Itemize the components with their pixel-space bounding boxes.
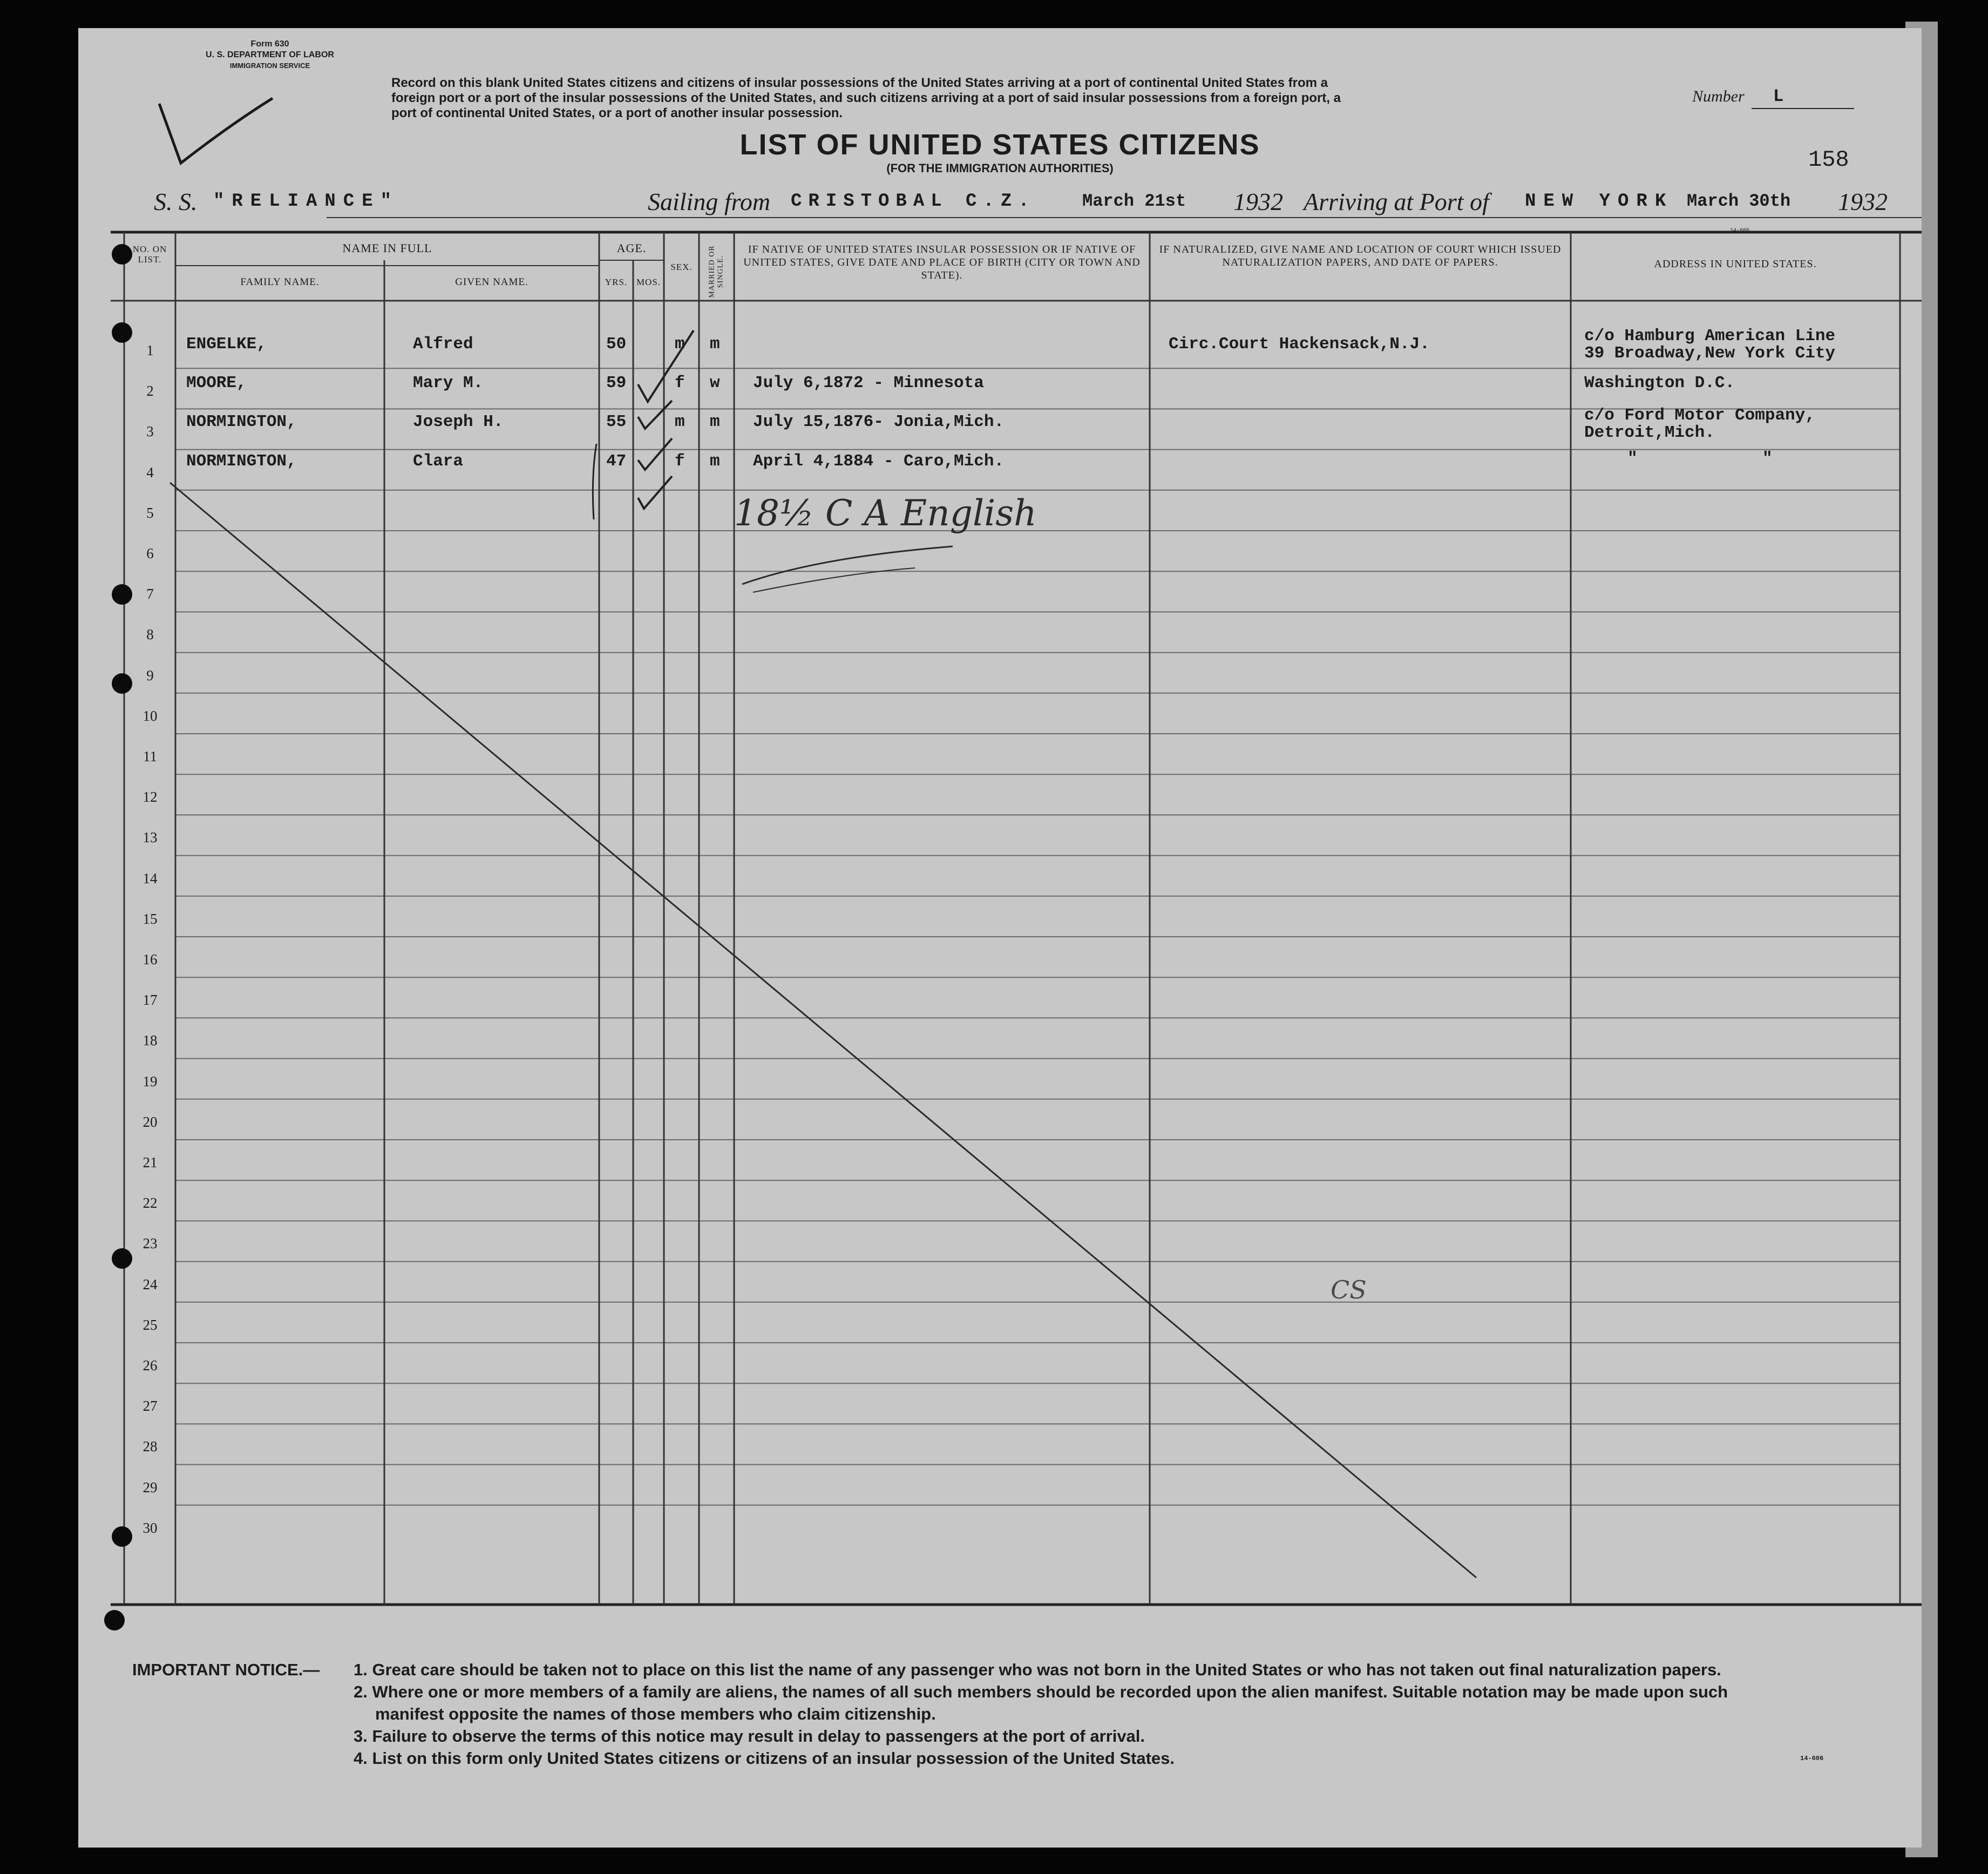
address-line-1: c/o Hamburg American Line (1584, 327, 1836, 346)
instruction-line-3: port of continental United States, or a port of another insular possession. (391, 106, 843, 120)
row-number: 7 (146, 586, 154, 603)
stamp-mark: CS (1331, 1275, 1367, 1304)
notice-item-2-cont: manifest opposite the names of those members who claim citizenship. (375, 1704, 936, 1723)
binder-hole (112, 584, 132, 605)
col-header-yrs: YRS. (605, 277, 628, 287)
instruction-line-2: foreign port or a port of the insular possessions of the United States, and such citizens arriving at a port of said insular possessions from a foreign port, a (391, 91, 1341, 105)
marital-status: w (710, 374, 720, 393)
row-number: 1 (146, 342, 154, 358)
ss-label: S. S. (154, 188, 198, 215)
row-number: 2 (146, 383, 154, 400)
row-number: 10 (143, 707, 158, 724)
address-line-1: Washington D.C. (1584, 374, 1735, 393)
row-number: 5 (146, 504, 154, 521)
col-header-address: ADDRESS IN UNITED STATES. (1654, 258, 1817, 270)
ship-name: "RELIANCE" (213, 191, 399, 212)
row-number: 26 (143, 1357, 158, 1374)
arrival-date: March 30th (1687, 191, 1791, 211)
ditto-mark-1: " (1627, 449, 1638, 468)
given-name: Alfred (413, 335, 473, 354)
arriving-label: Arriving at Port of (1304, 188, 1489, 215)
binder-hole (112, 322, 132, 343)
handwritten-underline (737, 536, 964, 600)
handwritten-note: 18½ C A English (734, 492, 1037, 534)
age-years: 50 (606, 335, 627, 354)
naturalization-court: Circ.Court Hackensack,N.J. (1169, 335, 1430, 354)
marital-status: m (710, 452, 720, 471)
notice-label: IMPORTANT NOTICE.— (132, 1660, 320, 1679)
row-number: 14 (143, 870, 158, 887)
sex: m (675, 412, 685, 431)
age-years: 59 (606, 374, 627, 393)
sex: f (675, 374, 685, 393)
col-header-given: GIVEN NAME. (455, 276, 528, 288)
row-number: 3 (146, 423, 154, 440)
sex: f (675, 452, 685, 471)
port-to: NEW YORK (1525, 191, 1674, 212)
manifest-sheet (78, 28, 1922, 1848)
col-header-mos: MOS. (636, 277, 661, 287)
notice-code: 14-606 (1800, 1755, 1824, 1762)
row-number: 19 (143, 1073, 158, 1090)
port-from: CRISTOBAL C.Z. (791, 191, 1036, 212)
row-number: 4 (146, 464, 154, 481)
col-header-married-text: MARRIED OR SINGLE. (708, 245, 725, 298)
birth-date-place: July 6,1872 - Minnesota (753, 374, 984, 393)
sex: m (675, 335, 685, 354)
arrival-year: 1932 (1838, 188, 1888, 215)
page-number: 158 (1808, 147, 1849, 173)
row-number: 12 (143, 789, 158, 806)
col-header-age: AGE. (616, 241, 647, 255)
row-number: 20 (143, 1113, 158, 1130)
binder-hole (112, 1248, 132, 1269)
form-number: Form 630 (250, 39, 289, 49)
row-number: 22 (143, 1195, 158, 1212)
row-number: 13 (143, 829, 158, 846)
number-value: L (1773, 86, 1784, 106)
given-name: Joseph H. (413, 412, 504, 431)
row-number: 24 (143, 1276, 158, 1293)
row-number: 15 (143, 910, 158, 927)
page-title: LIST OF UNITED STATES CITIZENS (739, 128, 1260, 161)
family-name: NORMINGTON, (186, 452, 297, 471)
row-number: 29 (143, 1479, 158, 1496)
age-years: 55 (606, 412, 627, 431)
row-number: 8 (146, 626, 154, 643)
print-code: 14-606 (1730, 228, 1750, 234)
row-number: 18 (143, 1032, 158, 1049)
col-header-birth: IF NATIVE OF UNITED STATES INSULAR POSSESSION OR IF NATIVE OF UNITED STATES, GIVE DATE AND PLACE OF BIRTH (CITY OR TOWN AND STATE). (743, 243, 1141, 281)
notice-item-4: 4. List on this form only United States citizens or citizens of an insular possession of the United States. (354, 1749, 1175, 1768)
row-number: 27 (143, 1398, 158, 1415)
row-number: 23 (143, 1235, 158, 1252)
row-number: 30 (143, 1519, 158, 1536)
birth-date-place: April 4,1884 - Caro,Mich. (753, 452, 1005, 471)
table-grid (78, 28, 1922, 1848)
given-name: Clara (413, 452, 464, 471)
ditto-mark-2: " (1762, 449, 1773, 468)
row-number: 17 (143, 992, 158, 1009)
marital-status: m (710, 335, 720, 354)
age-years: 47 (606, 452, 627, 471)
row-number: 11 (143, 748, 157, 765)
address-line-1: c/o Ford Motor Company, (1584, 406, 1815, 425)
row-number: 16 (143, 951, 158, 968)
address-line-2: 39 Broadway,New York City (1584, 344, 1836, 363)
binder-hole (112, 1526, 132, 1547)
birth-date-place: July 15,1876- Jonia,Mich. (753, 412, 1005, 431)
binder-hole (104, 1610, 125, 1631)
marital-status: m (710, 412, 720, 431)
department-name: U. S. DEPARTMENT OF LABOR (206, 50, 334, 59)
row-number: 28 (143, 1438, 158, 1455)
number-label: Number (1692, 87, 1745, 105)
col-header-naturalized: IF NATURALIZED, GIVE NAME AND LOCATION OF COURT WHICH ISSUED NATURALIZATION PAPERS, AND DATE OF PAPERS. (1159, 243, 1562, 268)
row-number: 6 (146, 545, 154, 561)
family-name: MOORE, (186, 374, 247, 393)
instruction-line-1: Record on this blank United States citizens and citizens of insular possessions of the United States arriving at a port of continental United States from a (391, 76, 1328, 90)
binder-hole (112, 673, 132, 694)
col-header-name-in-full: NAME IN FULL (342, 241, 432, 255)
address-line-2: Detroit,Mich. (1584, 423, 1715, 442)
sail-date: March 21st (1082, 191, 1186, 211)
service-name: IMMIGRATION SERVICE (229, 62, 310, 70)
family-name: NORMINGTON, (186, 412, 297, 431)
row-number: 9 (146, 667, 154, 684)
col-header-family: FAMILY NAME. (240, 276, 320, 288)
notice-item-1: 1. Great care should be taken not to place on this list the name of any passenger who was not born in the United States or who has not taken out final naturalization papers. (354, 1660, 1721, 1679)
sailing-label: Sailing from (648, 188, 771, 215)
row-number: 25 (143, 1316, 158, 1333)
row-number: 21 (143, 1154, 158, 1171)
page-subtitle: (FOR THE IMMIGRATION AUTHORITIES) (886, 161, 1114, 175)
given-name: Mary M. (413, 374, 484, 393)
notice-item-2: 2. Where one or more members of a family are aliens, the names of all such members should be recorded upon the alien manifest. Suitable notation may be made upon such (354, 1682, 1728, 1701)
col-header-married (699, 239, 734, 298)
notice-item-3: 3. Failure to observe the terms of this notice may result in delay to passengers at the port of arrival. (354, 1727, 1145, 1746)
binder-hole (112, 244, 132, 265)
col-header-sex: SEX. (670, 262, 693, 272)
sail-year: 1932 (1233, 188, 1283, 215)
col-header-no: NO. ON LIST. (132, 244, 167, 265)
family-name: ENGELKE, (186, 335, 267, 354)
